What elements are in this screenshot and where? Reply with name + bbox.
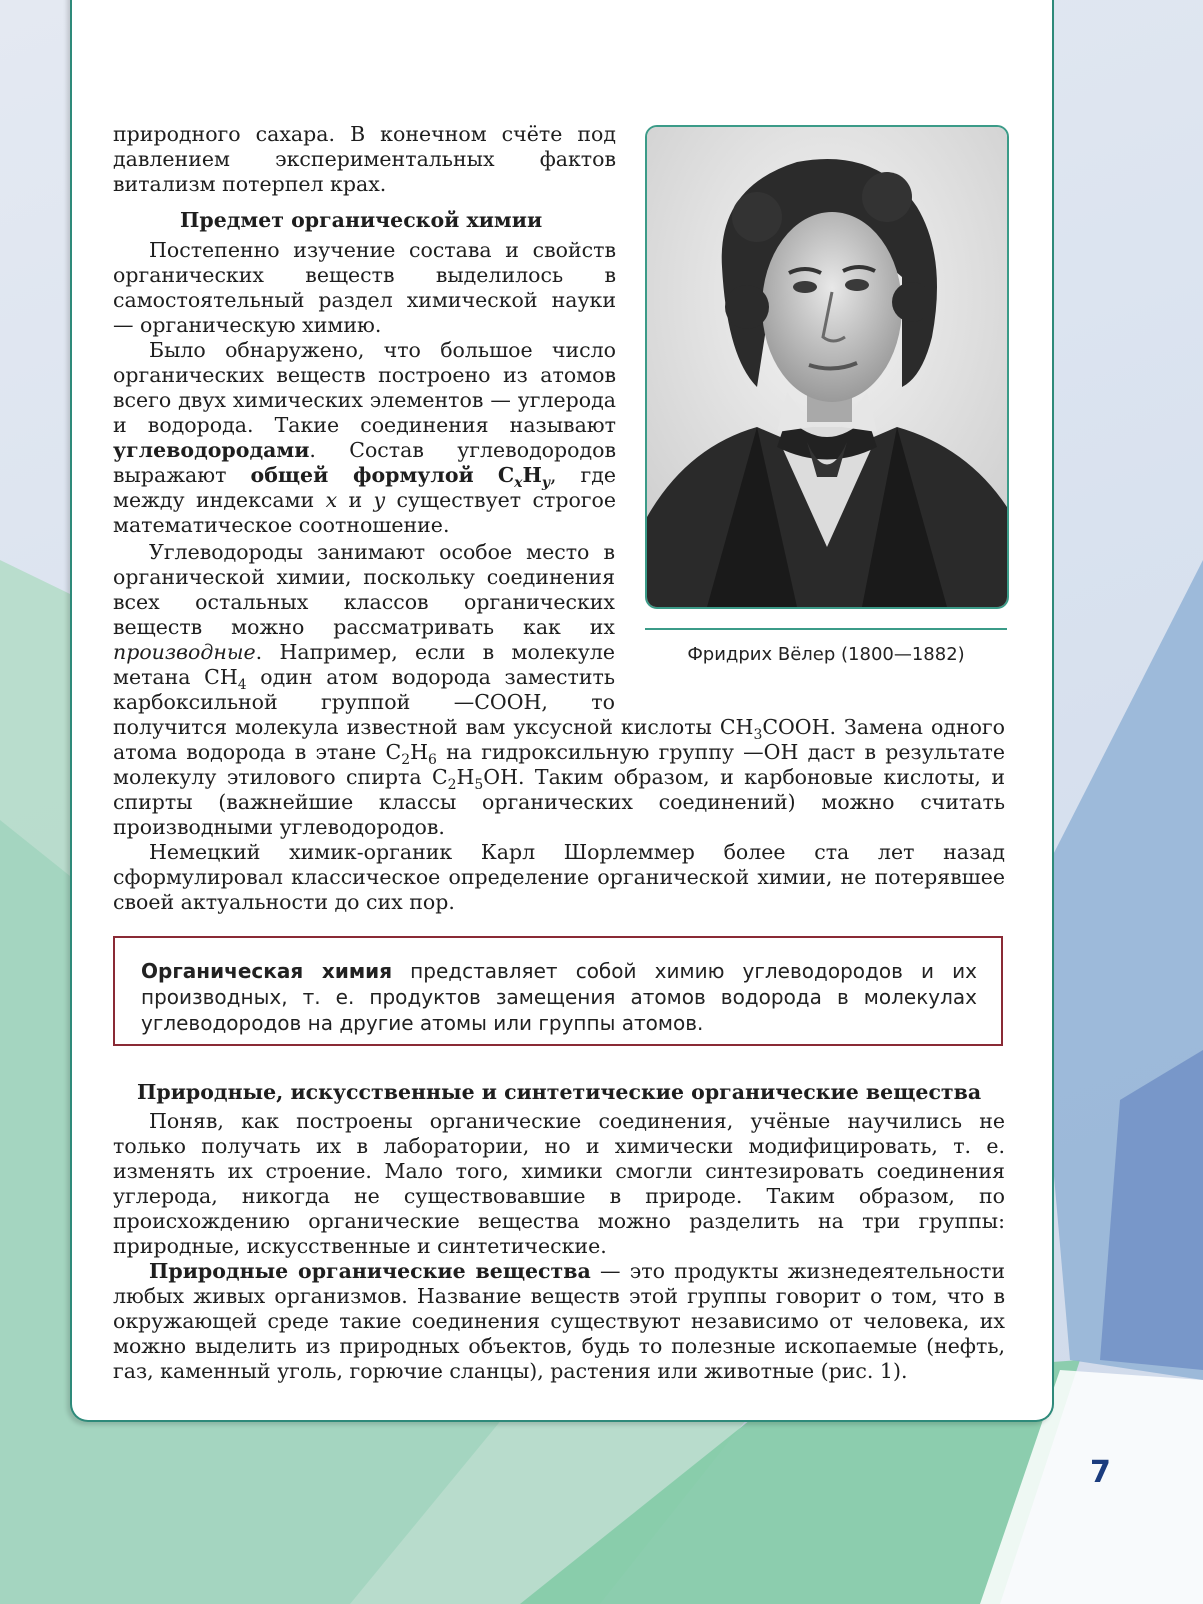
paragraph: Углеводороды занимают особое место в органической химии, поскольку соединения всех остальных классов органических веществ можно рассматривать как их производные. Например, если в молекуле метана $CH_4$ один атом водорода заместить карбоксильной группой —COOH, то получится молекула известной вам уксусной кислоты $CH_3COOH$. Замена одного атома водорода в этане $C_2H_6$ на гидроксильную группу —OH даст в результате молекулу этилового спирта $C_2H_5OH$. Таким образом, и карбоновые кислоты, и спирты (важнейшие классы органических соединений) можно считать производными углеводородов. — [113, 540, 1006, 839]
caption-divider — [645, 628, 1007, 630]
paragraph: Немецкий химик-органик Карл Шорлеммер более ста лет назад сформулировал классическое определение органической химии, не потерявшее своей актуальности до сих пор. — [113, 840, 1005, 914]
paragraph: Было обнаружено, что большое число органических веществ построено из атомов всего двух химических элементов — углерода и водорода. Такие соединения называют углеводородами. Состав углеводородов выражают общей формулой $C_xH_y$, где между индексами x и y существует строгое математическое соотношение. — [113, 338, 616, 537]
intro-paragraph: природного сахара. В конечном счёте под давлением экспериментальных фактов витализм потерпел крах. — [113, 122, 616, 196]
definition-box — [113, 936, 1003, 1046]
portrait-caption: Фридрих Вёлер (1800—1882) — [687, 644, 965, 665]
portrait-wohler — [645, 125, 1009, 609]
page-number: 7 — [1090, 1455, 1111, 1490]
section-title-subject: Предмет органической химии — [180, 208, 543, 232]
portrait-illustration — [647, 127, 1007, 607]
paragraph: Постепенно изучение состава и свойств органических веществ выделилось в самостоятельный раздел химической науки — органическую химию. — [113, 238, 616, 337]
section-title-types: Природные, искусственные и синтетические органические вещества — [137, 1080, 982, 1104]
paragraph: Природные органические вещества — это продукты жизнедеятельности любых живых организмов. Название веществ этой группы говорит о том, что в окружающей среде такие соединения существуют независимо от человека, их можно выделить из природных объектов, будь то полезные ископаемые (нефть, газ, каменный уголь, горючие сланцы), растения или животные (рис. 1). — [113, 1259, 1006, 1383]
definition-text: представляет собой химию углеводородов и их производных, т. е. продуктов замещения атомов водорода в молекулах углеводородов на другие атомы или группы атомов. — [141, 959, 977, 1035]
definition-term: Органическая химия — [141, 959, 393, 983]
section1-body — [113, 238, 616, 538]
section2-body — [113, 1109, 1005, 1384]
paragraph: Поняв, как построены органические соединения, учёные научились не только получать их в лаборатории, но и химически модифицировать, т. е. изменять их строение. Мало того, химики смогли синтезировать соединения углерода, никогда не существовавшие в природе. Таким образом, по происхождению органические вещества можно разделить на три группы: природные, искусственные и синтетические. — [113, 1109, 1005, 1258]
